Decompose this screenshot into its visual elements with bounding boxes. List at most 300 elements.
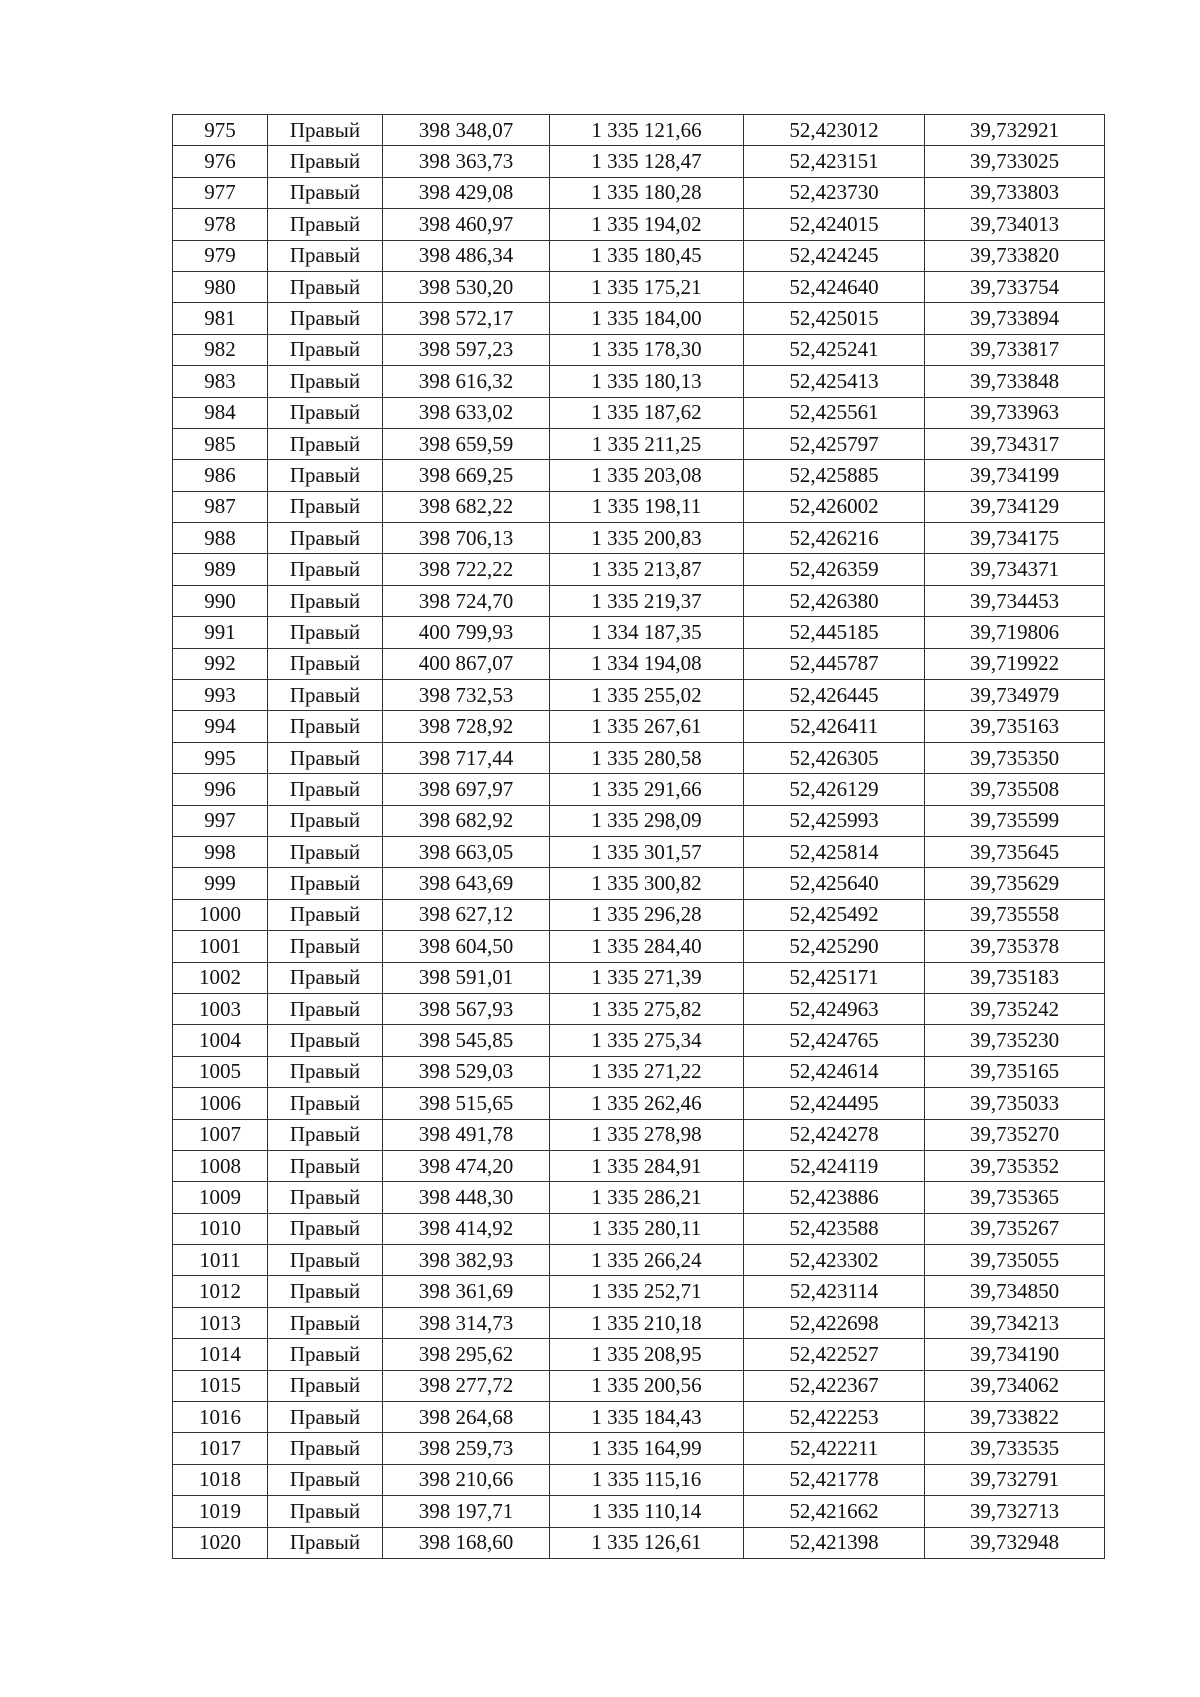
point-number-cell: 983 — [173, 366, 268, 397]
longitude-cell: 39,735267 — [925, 1213, 1105, 1244]
table-row — [173, 962, 1105, 993]
point-number-cell: 980 — [173, 271, 268, 302]
y-coordinate-cell: 1 335 280,58 — [550, 742, 744, 773]
point-number-cell: 975 — [173, 115, 268, 146]
latitude-cell: 52,424614 — [744, 1056, 925, 1087]
latitude-cell: 52,424278 — [744, 1119, 925, 1150]
latitude-cell: 52,423730 — [744, 177, 925, 208]
latitude-cell: 52,422253 — [744, 1402, 925, 1433]
latitude-cell: 52,425797 — [744, 428, 925, 459]
y-coordinate-cell: 1 335 300,82 — [550, 868, 744, 899]
y-coordinate-cell: 1 335 198,11 — [550, 491, 744, 522]
longitude-cell: 39,735558 — [925, 899, 1105, 930]
longitude-cell: 39,732713 — [925, 1496, 1105, 1527]
longitude-cell: 39,734062 — [925, 1370, 1105, 1401]
x-coordinate-cell: 398 728,92 — [383, 711, 550, 742]
latitude-cell: 52,425015 — [744, 303, 925, 334]
longitude-cell: 39,735230 — [925, 1025, 1105, 1056]
table-row — [173, 177, 1105, 208]
latitude-cell: 52,421398 — [744, 1527, 925, 1558]
longitude-cell: 39,719922 — [925, 648, 1105, 679]
latitude-cell: 52,424765 — [744, 1025, 925, 1056]
side-cell: Правый — [268, 271, 383, 302]
latitude-cell: 52,426411 — [744, 711, 925, 742]
point-number-cell: 1014 — [173, 1339, 268, 1370]
y-coordinate-cell: 1 335 208,95 — [550, 1339, 744, 1370]
table-row — [173, 366, 1105, 397]
point-number-cell: 989 — [173, 554, 268, 585]
side-cell: Правый — [268, 460, 383, 491]
latitude-cell: 52,426359 — [744, 554, 925, 585]
y-coordinate-cell: 1 334 187,35 — [550, 617, 744, 648]
latitude-cell: 52,426305 — [744, 742, 925, 773]
side-cell: Правый — [268, 1370, 383, 1401]
table-row — [173, 1496, 1105, 1527]
y-coordinate-cell: 1 335 194,02 — [550, 209, 744, 240]
x-coordinate-cell: 398 659,59 — [383, 428, 550, 459]
point-number-cell: 990 — [173, 585, 268, 616]
latitude-cell: 52,421662 — [744, 1496, 925, 1527]
latitude-cell: 52,421778 — [744, 1464, 925, 1495]
table-row — [173, 428, 1105, 459]
y-coordinate-cell: 1 335 184,00 — [550, 303, 744, 334]
table-row — [173, 1119, 1105, 1150]
point-number-cell: 998 — [173, 836, 268, 867]
x-coordinate-cell: 398 717,44 — [383, 742, 550, 773]
table-row — [173, 742, 1105, 773]
y-coordinate-cell: 1 335 128,47 — [550, 146, 744, 177]
x-coordinate-cell: 398 314,73 — [383, 1307, 550, 1338]
side-cell: Правый — [268, 711, 383, 742]
x-coordinate-cell: 398 382,93 — [383, 1245, 550, 1276]
y-coordinate-cell: 1 335 178,30 — [550, 334, 744, 365]
table-row — [173, 585, 1105, 616]
x-coordinate-cell: 398 633,02 — [383, 397, 550, 428]
longitude-cell: 39,733848 — [925, 366, 1105, 397]
y-coordinate-cell: 1 335 298,09 — [550, 805, 744, 836]
point-number-cell: 1004 — [173, 1025, 268, 1056]
x-coordinate-cell: 398 491,78 — [383, 1119, 550, 1150]
x-coordinate-cell: 398 515,65 — [383, 1088, 550, 1119]
point-number-cell: 1012 — [173, 1276, 268, 1307]
latitude-cell: 52,423151 — [744, 146, 925, 177]
side-cell: Правый — [268, 1150, 383, 1181]
y-coordinate-cell: 1 335 301,57 — [550, 836, 744, 867]
x-coordinate-cell: 398 604,50 — [383, 931, 550, 962]
side-cell: Правый — [268, 1182, 383, 1213]
table-row — [173, 491, 1105, 522]
longitude-cell: 39,733754 — [925, 271, 1105, 302]
point-number-cell: 1008 — [173, 1150, 268, 1181]
point-number-cell: 1011 — [173, 1245, 268, 1276]
x-coordinate-cell: 398 210,66 — [383, 1464, 550, 1495]
longitude-cell: 39,735350 — [925, 742, 1105, 773]
point-number-cell: 986 — [173, 460, 268, 491]
side-cell: Правый — [268, 115, 383, 146]
point-number-cell: 1015 — [173, 1370, 268, 1401]
longitude-cell: 39,735165 — [925, 1056, 1105, 1087]
y-coordinate-cell: 1 335 213,87 — [550, 554, 744, 585]
longitude-cell: 39,732948 — [925, 1527, 1105, 1558]
table-row — [173, 836, 1105, 867]
latitude-cell: 52,425640 — [744, 868, 925, 899]
table-row — [173, 397, 1105, 428]
longitude-cell: 39,734453 — [925, 585, 1105, 616]
latitude-cell: 52,424119 — [744, 1150, 925, 1181]
table-row — [173, 1056, 1105, 1087]
latitude-cell: 52,424015 — [744, 209, 925, 240]
point-number-cell: 1003 — [173, 993, 268, 1024]
longitude-cell: 39,735033 — [925, 1088, 1105, 1119]
table-row — [173, 680, 1105, 711]
longitude-cell: 39,734129 — [925, 491, 1105, 522]
point-number-cell: 981 — [173, 303, 268, 334]
side-cell: Правый — [268, 742, 383, 773]
y-coordinate-cell: 1 334 194,08 — [550, 648, 744, 679]
y-coordinate-cell: 1 335 121,66 — [550, 115, 744, 146]
point-number-cell: 995 — [173, 742, 268, 773]
point-number-cell: 994 — [173, 711, 268, 742]
longitude-cell: 39,735163 — [925, 711, 1105, 742]
point-number-cell: 1013 — [173, 1307, 268, 1338]
y-coordinate-cell: 1 335 284,91 — [550, 1150, 744, 1181]
side-cell: Правый — [268, 146, 383, 177]
side-cell: Правый — [268, 1119, 383, 1150]
x-coordinate-cell: 398 572,17 — [383, 303, 550, 334]
table-row — [173, 648, 1105, 679]
table-row — [173, 240, 1105, 271]
point-number-cell: 1017 — [173, 1433, 268, 1464]
longitude-cell: 39,733822 — [925, 1402, 1105, 1433]
table-row — [173, 899, 1105, 930]
y-coordinate-cell: 1 335 291,66 — [550, 774, 744, 805]
x-coordinate-cell: 398 627,12 — [383, 899, 550, 930]
x-coordinate-cell: 400 799,93 — [383, 617, 550, 648]
latitude-cell: 52,423886 — [744, 1182, 925, 1213]
longitude-cell: 39,735599 — [925, 805, 1105, 836]
point-number-cell: 1019 — [173, 1496, 268, 1527]
x-coordinate-cell: 398 682,92 — [383, 805, 550, 836]
latitude-cell: 52,425413 — [744, 366, 925, 397]
longitude-cell: 39,733894 — [925, 303, 1105, 334]
y-coordinate-cell: 1 335 255,02 — [550, 680, 744, 711]
latitude-cell: 52,426002 — [744, 491, 925, 522]
point-number-cell: 1009 — [173, 1182, 268, 1213]
side-cell: Правый — [268, 1527, 383, 1558]
y-coordinate-cell: 1 335 115,16 — [550, 1464, 744, 1495]
table-row — [173, 1527, 1105, 1558]
x-coordinate-cell: 398 348,07 — [383, 115, 550, 146]
side-cell: Правый — [268, 1025, 383, 1056]
table-row — [173, 115, 1105, 146]
point-number-cell: 1016 — [173, 1402, 268, 1433]
point-number-cell: 985 — [173, 428, 268, 459]
point-number-cell: 1006 — [173, 1088, 268, 1119]
longitude-cell: 39,735365 — [925, 1182, 1105, 1213]
latitude-cell: 52,422211 — [744, 1433, 925, 1464]
table-row — [173, 1307, 1105, 1338]
side-cell: Правый — [268, 1276, 383, 1307]
point-number-cell: 1002 — [173, 962, 268, 993]
table-row — [173, 868, 1105, 899]
x-coordinate-cell: 398 669,25 — [383, 460, 550, 491]
table-row — [173, 1213, 1105, 1244]
side-cell: Правый — [268, 523, 383, 554]
x-coordinate-cell: 398 530,20 — [383, 271, 550, 302]
table-row — [173, 1245, 1105, 1276]
side-cell: Правый — [268, 1339, 383, 1370]
table-row — [173, 303, 1105, 334]
table-row — [173, 209, 1105, 240]
longitude-cell: 39,733820 — [925, 240, 1105, 271]
x-coordinate-cell: 398 706,13 — [383, 523, 550, 554]
x-coordinate-cell: 398 597,23 — [383, 334, 550, 365]
latitude-cell: 52,426445 — [744, 680, 925, 711]
longitude-cell: 39,733025 — [925, 146, 1105, 177]
side-cell: Правый — [268, 1245, 383, 1276]
longitude-cell: 39,735270 — [925, 1119, 1105, 1150]
x-coordinate-cell: 398 277,72 — [383, 1370, 550, 1401]
longitude-cell: 39,734213 — [925, 1307, 1105, 1338]
table-row — [173, 1276, 1105, 1307]
y-coordinate-cell: 1 335 126,61 — [550, 1527, 744, 1558]
table-row — [173, 334, 1105, 365]
y-coordinate-cell: 1 335 262,46 — [550, 1088, 744, 1119]
table-row — [173, 1402, 1105, 1433]
latitude-cell: 52,423588 — [744, 1213, 925, 1244]
latitude-cell: 52,425885 — [744, 460, 925, 491]
table-row — [173, 1025, 1105, 1056]
longitude-cell: 39,735352 — [925, 1150, 1105, 1181]
x-coordinate-cell: 398 448,30 — [383, 1182, 550, 1213]
point-number-cell: 984 — [173, 397, 268, 428]
latitude-cell: 52,425171 — [744, 962, 925, 993]
x-coordinate-cell: 398 259,73 — [383, 1433, 550, 1464]
x-coordinate-cell: 398 414,92 — [383, 1213, 550, 1244]
table-row — [173, 1182, 1105, 1213]
point-number-cell: 978 — [173, 209, 268, 240]
side-cell: Правый — [268, 240, 383, 271]
x-coordinate-cell: 398 545,85 — [383, 1025, 550, 1056]
x-coordinate-cell: 398 363,73 — [383, 146, 550, 177]
point-number-cell: 1000 — [173, 899, 268, 930]
latitude-cell: 52,425814 — [744, 836, 925, 867]
latitude-cell: 52,445787 — [744, 648, 925, 679]
longitude-cell: 39,735183 — [925, 962, 1105, 993]
point-number-cell: 1018 — [173, 1464, 268, 1495]
side-cell: Правый — [268, 585, 383, 616]
x-coordinate-cell: 398 682,22 — [383, 491, 550, 522]
x-coordinate-cell: 398 722,22 — [383, 554, 550, 585]
table-row — [173, 271, 1105, 302]
point-number-cell: 993 — [173, 680, 268, 711]
x-coordinate-cell: 398 567,93 — [383, 993, 550, 1024]
y-coordinate-cell: 1 335 187,62 — [550, 397, 744, 428]
table-row — [173, 711, 1105, 742]
y-coordinate-cell: 1 335 180,13 — [550, 366, 744, 397]
y-coordinate-cell: 1 335 252,71 — [550, 1276, 744, 1307]
point-number-cell: 982 — [173, 334, 268, 365]
y-coordinate-cell: 1 335 278,98 — [550, 1119, 744, 1150]
latitude-cell: 52,424640 — [744, 271, 925, 302]
table-row — [173, 554, 1105, 585]
y-coordinate-cell: 1 335 180,45 — [550, 240, 744, 271]
longitude-cell: 39,733535 — [925, 1433, 1105, 1464]
y-coordinate-cell: 1 335 284,40 — [550, 931, 744, 962]
x-coordinate-cell: 398 264,68 — [383, 1402, 550, 1433]
point-number-cell: 992 — [173, 648, 268, 679]
side-cell: Правый — [268, 1464, 383, 1495]
x-coordinate-cell: 398 616,32 — [383, 366, 550, 397]
side-cell: Правый — [268, 177, 383, 208]
y-coordinate-cell: 1 335 203,08 — [550, 460, 744, 491]
x-coordinate-cell: 398 295,62 — [383, 1339, 550, 1370]
x-coordinate-cell: 398 643,69 — [383, 868, 550, 899]
longitude-cell: 39,734371 — [925, 554, 1105, 585]
latitude-cell: 52,424963 — [744, 993, 925, 1024]
longitude-cell: 39,734175 — [925, 523, 1105, 554]
coordinates-table-body — [173, 115, 1105, 1559]
longitude-cell: 39,719806 — [925, 617, 1105, 648]
y-coordinate-cell: 1 335 266,24 — [550, 1245, 744, 1276]
y-coordinate-cell: 1 335 184,43 — [550, 1402, 744, 1433]
latitude-cell: 52,422527 — [744, 1339, 925, 1370]
latitude-cell: 52,422698 — [744, 1307, 925, 1338]
side-cell: Правый — [268, 648, 383, 679]
y-coordinate-cell: 1 335 267,61 — [550, 711, 744, 742]
side-cell: Правый — [268, 1402, 383, 1433]
side-cell: Правый — [268, 805, 383, 836]
y-coordinate-cell: 1 335 164,99 — [550, 1433, 744, 1464]
point-number-cell: 979 — [173, 240, 268, 271]
y-coordinate-cell: 1 335 275,34 — [550, 1025, 744, 1056]
longitude-cell: 39,734190 — [925, 1339, 1105, 1370]
point-number-cell: 999 — [173, 868, 268, 899]
side-cell: Правый — [268, 1088, 383, 1119]
x-coordinate-cell: 398 591,01 — [383, 962, 550, 993]
y-coordinate-cell: 1 335 110,14 — [550, 1496, 744, 1527]
x-coordinate-cell: 398 529,03 — [383, 1056, 550, 1087]
point-number-cell: 1020 — [173, 1527, 268, 1558]
side-cell: Правый — [268, 931, 383, 962]
y-coordinate-cell: 1 335 280,11 — [550, 1213, 744, 1244]
longitude-cell: 39,734850 — [925, 1276, 1105, 1307]
latitude-cell: 52,426216 — [744, 523, 925, 554]
side-cell: Правый — [268, 554, 383, 585]
side-cell: Правый — [268, 836, 383, 867]
x-coordinate-cell: 398 663,05 — [383, 836, 550, 867]
side-cell: Правый — [268, 774, 383, 805]
latitude-cell: 52,425993 — [744, 805, 925, 836]
y-coordinate-cell: 1 335 271,22 — [550, 1056, 744, 1087]
side-cell: Правый — [268, 366, 383, 397]
latitude-cell: 52,423114 — [744, 1276, 925, 1307]
side-cell: Правый — [268, 491, 383, 522]
side-cell: Правый — [268, 993, 383, 1024]
longitude-cell: 39,734013 — [925, 209, 1105, 240]
latitude-cell: 52,424245 — [744, 240, 925, 271]
y-coordinate-cell: 1 335 210,18 — [550, 1307, 744, 1338]
side-cell: Правый — [268, 209, 383, 240]
longitude-cell: 39,735629 — [925, 868, 1105, 899]
latitude-cell: 52,422367 — [744, 1370, 925, 1401]
latitude-cell: 52,426129 — [744, 774, 925, 805]
side-cell: Правый — [268, 1213, 383, 1244]
table-row — [173, 523, 1105, 554]
y-coordinate-cell: 1 335 200,83 — [550, 523, 744, 554]
latitude-cell: 52,423302 — [744, 1245, 925, 1276]
point-number-cell: 976 — [173, 146, 268, 177]
y-coordinate-cell: 1 335 200,56 — [550, 1370, 744, 1401]
longitude-cell: 39,735378 — [925, 931, 1105, 962]
longitude-cell: 39,734199 — [925, 460, 1105, 491]
table-row — [173, 460, 1105, 491]
y-coordinate-cell: 1 335 286,21 — [550, 1182, 744, 1213]
latitude-cell: 52,425561 — [744, 397, 925, 428]
latitude-cell: 52,423012 — [744, 115, 925, 146]
point-number-cell: 1005 — [173, 1056, 268, 1087]
point-number-cell: 1001 — [173, 931, 268, 962]
y-coordinate-cell: 1 335 180,28 — [550, 177, 744, 208]
longitude-cell: 39,735055 — [925, 1245, 1105, 1276]
longitude-cell: 39,735508 — [925, 774, 1105, 805]
longitude-cell: 39,734317 — [925, 428, 1105, 459]
side-cell: Правый — [268, 397, 383, 428]
table-row — [173, 1433, 1105, 1464]
table-row — [173, 1464, 1105, 1495]
longitude-cell: 39,735645 — [925, 836, 1105, 867]
x-coordinate-cell: 398 197,71 — [383, 1496, 550, 1527]
side-cell: Правый — [268, 334, 383, 365]
longitude-cell: 39,734979 — [925, 680, 1105, 711]
table-row — [173, 805, 1105, 836]
coordinates-table — [172, 114, 1105, 1559]
x-coordinate-cell: 400 867,07 — [383, 648, 550, 679]
x-coordinate-cell: 398 697,97 — [383, 774, 550, 805]
point-number-cell: 1010 — [173, 1213, 268, 1244]
x-coordinate-cell: 398 732,53 — [383, 680, 550, 711]
side-cell: Правый — [268, 1307, 383, 1338]
point-number-cell: 991 — [173, 617, 268, 648]
y-coordinate-cell: 1 335 271,39 — [550, 962, 744, 993]
side-cell: Правый — [268, 962, 383, 993]
latitude-cell: 52,426380 — [744, 585, 925, 616]
point-number-cell: 987 — [173, 491, 268, 522]
side-cell: Правый — [268, 428, 383, 459]
latitude-cell: 52,425492 — [744, 899, 925, 930]
table-row — [173, 617, 1105, 648]
y-coordinate-cell: 1 335 296,28 — [550, 899, 744, 930]
table-row — [173, 1088, 1105, 1119]
table-row — [173, 1370, 1105, 1401]
table-row — [173, 1339, 1105, 1370]
side-cell: Правый — [268, 1496, 383, 1527]
x-coordinate-cell: 398 429,08 — [383, 177, 550, 208]
side-cell: Правый — [268, 303, 383, 334]
table-row — [173, 1150, 1105, 1181]
longitude-cell: 39,733803 — [925, 177, 1105, 208]
side-cell: Правый — [268, 1056, 383, 1087]
side-cell: Правый — [268, 617, 383, 648]
side-cell: Правый — [268, 868, 383, 899]
longitude-cell: 39,732921 — [925, 115, 1105, 146]
point-number-cell: 988 — [173, 523, 268, 554]
x-coordinate-cell: 398 361,69 — [383, 1276, 550, 1307]
x-coordinate-cell: 398 474,20 — [383, 1150, 550, 1181]
y-coordinate-cell: 1 335 275,82 — [550, 993, 744, 1024]
longitude-cell: 39,735242 — [925, 993, 1105, 1024]
latitude-cell: 52,425241 — [744, 334, 925, 365]
